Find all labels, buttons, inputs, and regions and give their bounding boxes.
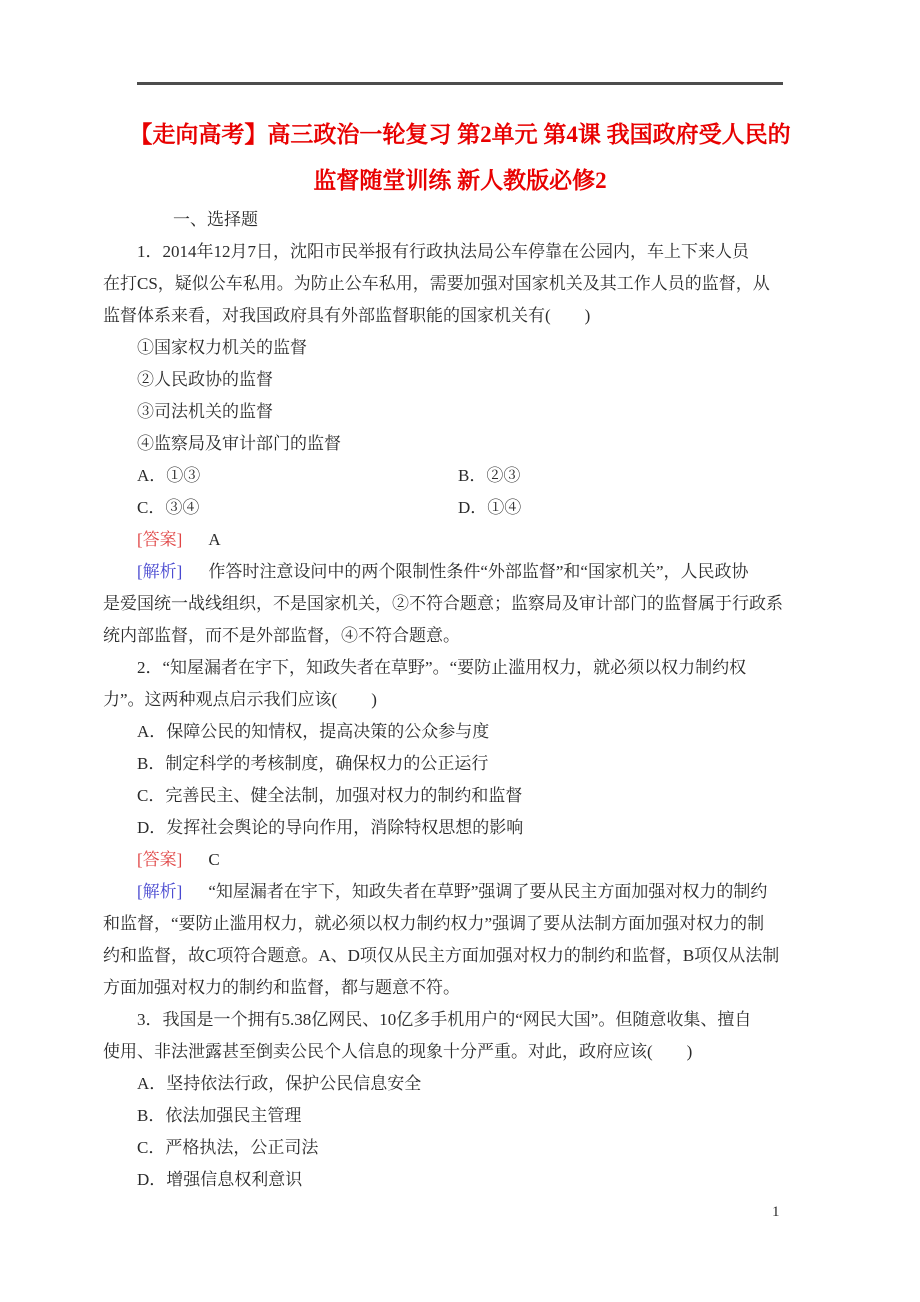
section-heading: 一、选择题 xyxy=(173,210,258,229)
doc-title-line-2: 监督随堂训练 新人教版必修2 xyxy=(313,168,607,193)
q1-choice-d: D．①④ xyxy=(458,498,522,517)
q1-analysis-line xyxy=(103,556,817,588)
q2-analysis-text: “知屋漏者在宇下，知政失者在草野”强调了要从民主方面加强对权力的制约 xyxy=(208,882,768,901)
q1-item-4: ④监察局及审计部门的监督 xyxy=(137,434,341,453)
q3-choice-a: A．坚持依法行政，保护公民信息安全 xyxy=(137,1074,422,1093)
q1-stem-line: 1．2014年12月7日，沈阳市民举报有行政执法局公车停靠在公园内，车上下来人员 xyxy=(137,242,749,261)
document-content xyxy=(103,112,817,1196)
q1-item-2: ②人民政协的监督 xyxy=(137,370,273,389)
q2-answer-value: C xyxy=(208,850,220,869)
q2-stem-line: 2．“知屋漏者在宇下，知政失者在草野”。“要防止滥用权力，就必须以权力制约权 xyxy=(137,658,747,677)
q1-analysis-line: 统内部监督，而不是外部监督，④不符合题意。 xyxy=(103,626,460,645)
q2-choice-d: D．发挥社会舆论的导向作用，消除特权思想的影响 xyxy=(137,818,524,837)
q2-choice-b: B．制定科学的考核制度，确保权力的公正运行 xyxy=(137,754,489,773)
q1-stem-line: 监督体系来看，对我国政府具有外部监督职能的国家机关有( ) xyxy=(103,306,591,325)
doc-title-line-1: 【走向高考】高三政治一轮复习 第2单元 第4课 我国政府受人民的 xyxy=(129,122,791,147)
q2-choice-c: C．完善民主、健全法制，加强对权力的制约和监督 xyxy=(137,786,523,805)
q2-analysis-line: 约和监督，故C项符合题意。A、D项仅从民主方面加强对权力的制约和监督，B项仅从法制 xyxy=(103,946,780,965)
q1-item-1: ①国家权力机关的监督 xyxy=(137,338,307,357)
q1-analysis-line: 是爱国统一战线组织，不是国家机关，②不符合题意；监察局及审计部门的监督属于行政系 xyxy=(103,594,783,613)
q1-stem-line: 在打CS，疑似公车私用。为防止公车私用，需要加强对国家机关及其工作人员的监督，从 xyxy=(103,274,770,293)
q1-analysis-text: 作答时注意设问中的两个限制性条件“外部监督”和“国家机关”，人民政协 xyxy=(208,562,749,581)
q1-answer-line xyxy=(103,524,817,556)
analysis-label: [解析] xyxy=(137,562,183,581)
q2-analysis-line: 和监督，“要防止滥用权力，就必须以权力制约权力”强调了要从法制方面加强对权力的制 xyxy=(103,914,765,933)
header-rule xyxy=(137,82,783,85)
q1-choice-row xyxy=(103,460,817,492)
page-number: 1 xyxy=(772,1204,780,1220)
q3-choice-b: B．依法加强民主管理 xyxy=(137,1106,302,1125)
analysis-label: [解析] xyxy=(137,882,183,901)
q1-item-3: ③司法机关的监督 xyxy=(137,402,273,421)
q1-answer-value: A xyxy=(208,530,221,549)
q3-choice-d: D．增强信息权利意识 xyxy=(137,1170,303,1189)
q2-stem-line: 力”。这两种观点启示我们应该( ) xyxy=(103,690,377,709)
q3-stem-line: 3．我国是一个拥有5.38亿网民、10亿多手机用户的“网民大国”。但随意收集、擅自 xyxy=(137,1010,752,1029)
q1-choice-row xyxy=(103,492,817,524)
q1-choice-b: B．②③ xyxy=(458,466,521,485)
answer-label: [答案] xyxy=(137,850,183,869)
q3-choice-c: C．严格执法，公正司法 xyxy=(137,1138,319,1157)
q1-choice-a: A．①③ xyxy=(137,466,201,485)
answer-label: [答案] xyxy=(137,530,183,549)
q3-stem-line: 使用、非法泄露甚至倒卖公民个人信息的现象十分严重。对此，政府应该( ) xyxy=(103,1042,693,1061)
q2-choice-a: A．保障公民的知情权，提高决策的公众参与度 xyxy=(137,722,490,741)
q2-answer-line xyxy=(103,844,817,876)
q1-choice-c: C．③④ xyxy=(137,498,200,517)
q2-analysis-line: 方面加强对权力的制约和监督，都与题意不符。 xyxy=(103,978,460,997)
q2-analysis-line xyxy=(103,876,817,908)
